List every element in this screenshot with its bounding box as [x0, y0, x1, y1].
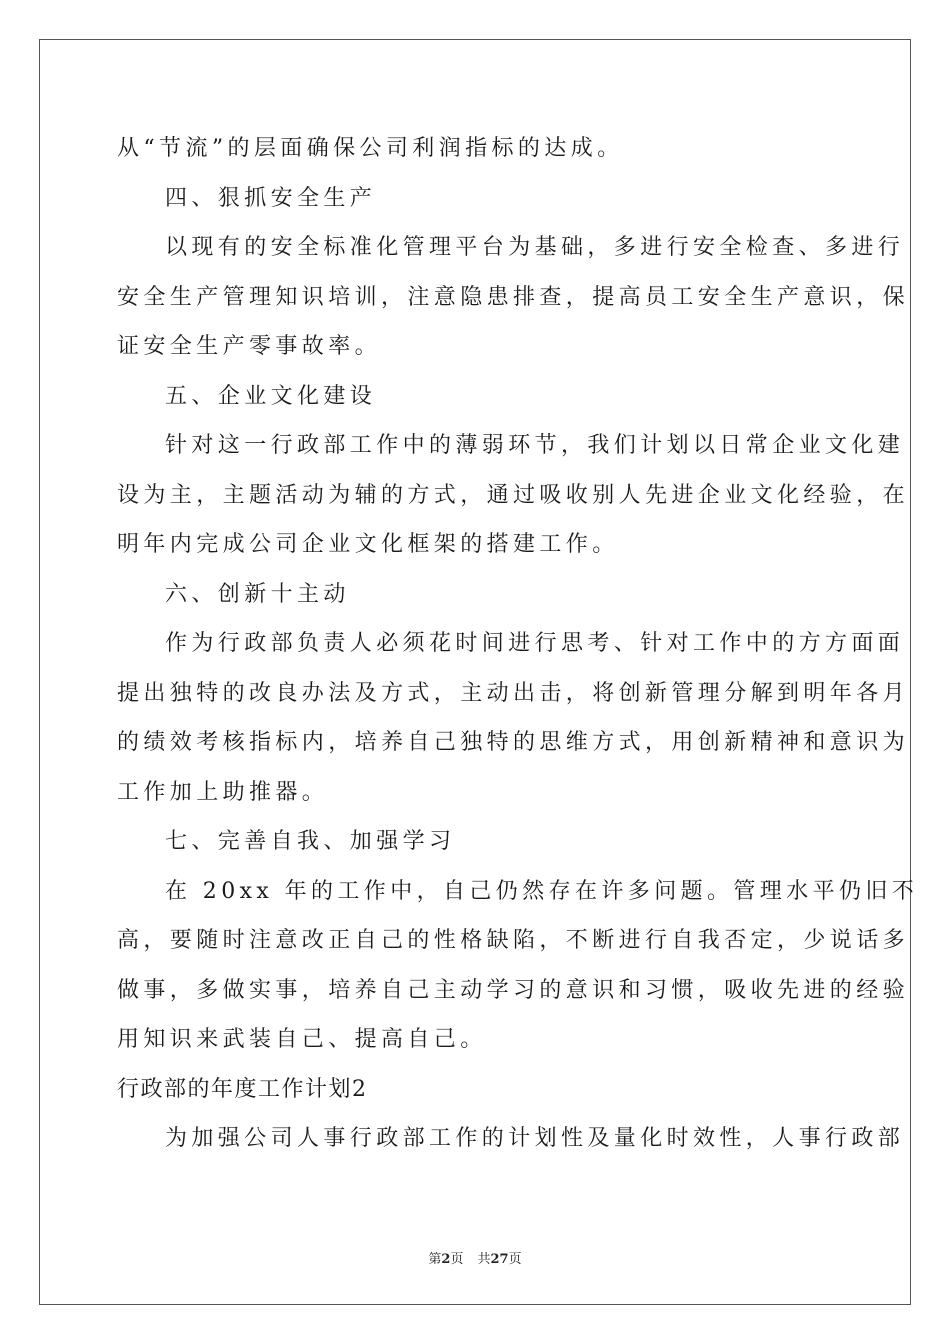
paragraph-line: 做事，多做实事，培养自己主动学习的意识和习惯，吸收先进的经验 [117, 977, 910, 1003]
paragraph-line: 为加强公司人事行政部工作的计划性及量化时效性，人事行政部 [165, 1126, 905, 1151]
paragraph-line: 工作加上助推器。 [117, 779, 329, 805]
total-prefix: 共 [477, 1252, 491, 1267]
paragraph-line: 提出独特的改良办法及方式，主动出击，将创新管理分解到明年各月 [117, 680, 910, 706]
section-heading: 五、企业文化建设 [165, 383, 377, 409]
paragraph-line: 高，要随时注意改正自己的性格缺陷，不断进行自我否定，少说话多 [117, 928, 910, 953]
section-heading: 六、创新十主动 [165, 581, 350, 607]
page-suffix: 页 [450, 1252, 464, 1267]
paragraph-line: 安全生产管理知识培训，注意隐患排查，提高员工安全生产意识，保 [117, 284, 910, 310]
paragraph-line: 设为主，主题活动为辅的方式，通过吸收别人先进企业文化经验，在 [117, 482, 910, 508]
paragraph-line: 的绩效考核指标内，培养自己独特的思维方式，用创新精神和意识为 [117, 730, 910, 755]
page-footer [0, 1248, 950, 1267]
paragraph-line: 证安全生产零事故率。 [117, 334, 382, 359]
paragraph-line: 用知识来武装自己、提高自己。 [117, 1027, 487, 1052]
total-pages: 27 [490, 1252, 509, 1267]
paragraph-line: 从“节流”的层面确保公司利润指标的达成。 [117, 136, 624, 161]
section-heading: 四、狠抓安全生产 [165, 185, 377, 211]
section-heading: 七、完善自我、加强学习 [165, 829, 456, 854]
page-prefix: 第 [428, 1252, 442, 1267]
paragraph-line: 以现有的安全标准化管理平台为基础，多进行安全检查、多进行 [165, 235, 905, 260]
paragraph-line: 作为行政部负责人必须花时间进行思考、针对工作中的方方面面 [165, 631, 905, 656]
document-body [117, 124, 919, 1164]
paragraph-line: 明年内完成公司企业文化框架的搭建工作。 [117, 532, 619, 557]
document-subtitle: 行政部的年度工作计划2 [117, 1076, 368, 1102]
page-number: 2 [441, 1252, 451, 1267]
paragraph-line: 针对这一行政部工作中的薄弱环节，我们计划以日常企业文化建 [165, 433, 905, 458]
paragraph-line: 在 20xx 年的工作中，自己仍然存在许多问题。管理水平仍旧不 [165, 878, 919, 904]
total-suffix: 页 [508, 1252, 522, 1267]
